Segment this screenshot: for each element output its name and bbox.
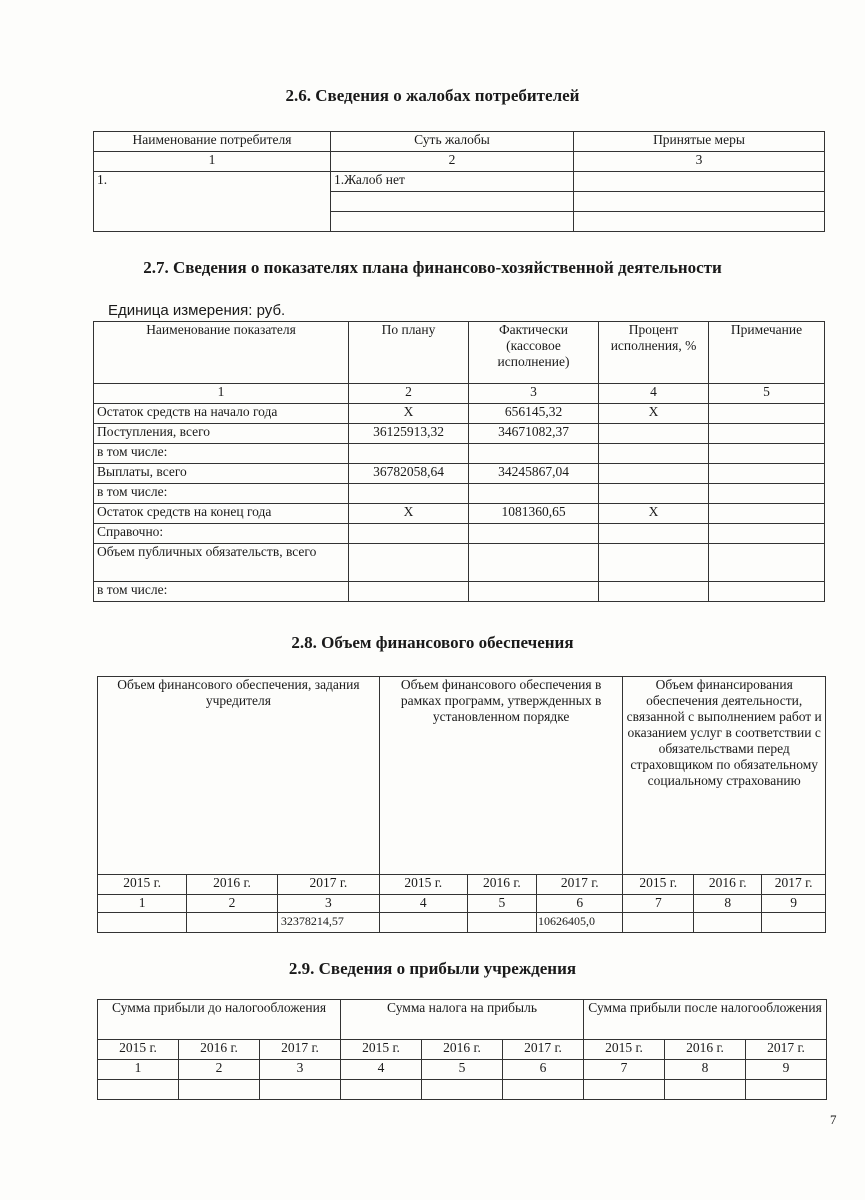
unit-label: Единица измерения: руб. <box>108 302 286 319</box>
financial-support-table <box>97 676 826 933</box>
plan-value <box>349 524 469 544</box>
header-note: Примечание <box>709 322 825 384</box>
indicator-name: Объем публичных обязательств, всего <box>94 544 349 582</box>
note-value <box>709 504 825 524</box>
plan-value: Х <box>349 504 469 524</box>
col-number: 3 <box>260 1060 341 1080</box>
col-number: 6 <box>537 895 623 913</box>
year-header: 2015 г. <box>98 875 187 895</box>
year-header: 2017 г. <box>277 875 379 895</box>
col-number: 4 <box>379 895 467 913</box>
table-row <box>94 424 825 444</box>
indicator-name: Поступления, всего <box>94 424 349 444</box>
value-cell <box>98 1080 179 1100</box>
plan-value: Х <box>349 404 469 424</box>
fact-value: 34245867,04 <box>469 464 599 484</box>
percent-value: Х <box>599 404 709 424</box>
col-number: 5 <box>467 895 536 913</box>
note-value <box>709 424 825 444</box>
value-cell <box>503 1080 584 1100</box>
value-cell <box>179 1080 260 1100</box>
value-cell <box>341 1080 422 1100</box>
col-number: 2 <box>187 895 278 913</box>
col-number: 7 <box>623 895 694 913</box>
col-number: 9 <box>746 1060 827 1080</box>
col-number: 4 <box>341 1060 422 1080</box>
consumer-cell: 1. <box>94 172 331 232</box>
indicator-name: Выплаты, всего <box>94 464 349 484</box>
year-header: 2015 г. <box>379 875 467 895</box>
col-number: 1 <box>98 1060 179 1080</box>
indicator-name: Остаток средств на конец года <box>94 504 349 524</box>
header-plan: По плану <box>349 322 469 384</box>
year-header: 2017 г. <box>762 875 826 895</box>
col-number: 3 <box>574 152 825 172</box>
percent-value: Х <box>599 504 709 524</box>
group-header-programs: Объем финансового обеспечения в рамках программ, утвержденных в установленном порядке <box>379 677 623 875</box>
note-value <box>709 444 825 464</box>
year-header: 2016 г. <box>694 875 762 895</box>
percent-value <box>599 582 709 602</box>
percent-value <box>599 484 709 504</box>
percent-value <box>599 464 709 484</box>
year-header: 2016 г. <box>179 1040 260 1060</box>
value-cell <box>762 913 826 933</box>
group-header-profit-before-tax: Сумма прибыли до налогообложения <box>98 1000 341 1040</box>
table-row <box>94 404 825 424</box>
col-number: 3 <box>469 384 599 404</box>
col-number: 8 <box>694 895 762 913</box>
table-row <box>94 582 825 602</box>
col-number: 2 <box>331 152 574 172</box>
percent-value <box>599 544 709 582</box>
note-value <box>709 484 825 504</box>
header-indicator-name: Наименование показателя <box>94 322 349 384</box>
percent-value <box>599 524 709 544</box>
financial-plan-table <box>93 321 825 602</box>
table-row <box>94 524 825 544</box>
value-cell <box>98 913 187 933</box>
group-header-social-insurance: Объем финансирования обеспечения деятельности, связанной с выполнением работ и оказанием услуг в соответствии с обязательствами перед страховщиком по обязательному социальному страхованию <box>623 677 826 875</box>
fact-value: 1081360,65 <box>469 504 599 524</box>
col-number: 3 <box>277 895 379 913</box>
year-header: 2015 г. <box>98 1040 179 1060</box>
year-header: 2017 г. <box>537 875 623 895</box>
header-fact: Фактически (кассовое исполнение) <box>469 322 599 384</box>
measure-cell <box>574 212 825 232</box>
note-value <box>709 582 825 602</box>
col-number: 1 <box>94 152 331 172</box>
value-cell <box>260 1080 341 1100</box>
col-number: 2 <box>349 384 469 404</box>
value-cell <box>623 913 694 933</box>
profit-table <box>97 999 827 1100</box>
table-row <box>94 484 825 504</box>
note-value <box>709 404 825 424</box>
year-header: 2016 г. <box>467 875 536 895</box>
complaint-cell <box>331 192 574 212</box>
plan-value: 36125913,32 <box>349 424 469 444</box>
year-header: 2017 г. <box>746 1040 827 1060</box>
value-cell: 32378214,57 <box>277 913 379 933</box>
consumer-complaints-table <box>93 131 825 232</box>
fact-value <box>469 484 599 504</box>
percent-value <box>599 444 709 464</box>
group-header-profit-after-tax: Сумма прибыли после налогообложения <box>584 1000 827 1040</box>
fact-value <box>469 544 599 582</box>
value-cell <box>467 913 536 933</box>
value-cell <box>379 913 467 933</box>
year-header: 2016 г. <box>665 1040 746 1060</box>
fact-value <box>469 444 599 464</box>
complaint-cell <box>331 212 574 232</box>
col-number: 5 <box>422 1060 503 1080</box>
section-2-9-title: 2.9. Сведения о прибыли учреждения <box>288 959 577 978</box>
col-number: 9 <box>762 895 826 913</box>
col-number: 1 <box>98 895 187 913</box>
page-number: 7 <box>830 1112 837 1127</box>
fact-value: 656145,32 <box>469 404 599 424</box>
table-row <box>98 1080 827 1100</box>
indicator-name: Справочно: <box>94 524 349 544</box>
indicator-name: в том числе: <box>94 444 349 464</box>
fact-value <box>469 582 599 602</box>
year-header: 2016 г. <box>422 1040 503 1060</box>
header-consumer-name: Наименование потребителя <box>94 132 331 152</box>
plan-value: 36782058,64 <box>349 464 469 484</box>
plan-value <box>349 544 469 582</box>
indicator-name: в том числе: <box>94 582 349 602</box>
note-value <box>709 464 825 484</box>
table-row <box>94 504 825 524</box>
group-header-profit-tax: Сумма налога на прибыль <box>341 1000 584 1040</box>
year-header: 2016 г. <box>187 875 278 895</box>
year-header: 2015 г. <box>341 1040 422 1060</box>
year-header: 2017 г. <box>503 1040 584 1060</box>
note-value <box>709 544 825 582</box>
header-percent: Процент исполнения, % <box>599 322 709 384</box>
value-cell <box>187 913 278 933</box>
indicator-name: в том числе: <box>94 484 349 504</box>
value-cell: 10626405,0 <box>537 913 623 933</box>
section-2-7-title: 2.7. Сведения о показателях плана финансово-хозяйственной деятельности <box>143 258 722 277</box>
col-number: 7 <box>584 1060 665 1080</box>
value-cell <box>422 1080 503 1100</box>
plan-value <box>349 444 469 464</box>
plan-value <box>349 582 469 602</box>
complaint-cell: 1.Жалоб нет <box>331 172 574 192</box>
table-row <box>94 544 825 582</box>
col-number: 2 <box>179 1060 260 1080</box>
indicator-name: Остаток средств на начало года <box>94 404 349 424</box>
col-number: 5 <box>709 384 825 404</box>
year-header: 2017 г. <box>260 1040 341 1060</box>
col-number: 8 <box>665 1060 746 1080</box>
year-header: 2015 г. <box>623 875 694 895</box>
fact-value <box>469 524 599 544</box>
table-row <box>98 913 826 933</box>
value-cell <box>584 1080 665 1100</box>
value-cell <box>665 1080 746 1100</box>
note-value <box>709 524 825 544</box>
col-number: 6 <box>503 1060 584 1080</box>
group-header-founder-task: Объем финансового обеспечения, задания учредителя <box>98 677 380 875</box>
table-row <box>94 464 825 484</box>
col-number: 1 <box>94 384 349 404</box>
fact-value: 34671082,37 <box>469 424 599 444</box>
col-number: 4 <box>599 384 709 404</box>
plan-value <box>349 484 469 504</box>
measure-cell <box>574 192 825 212</box>
table-row <box>94 444 825 464</box>
section-2-8-title: 2.8. Объем финансового обеспечения <box>291 633 574 652</box>
value-cell <box>694 913 762 933</box>
year-header: 2015 г. <box>584 1040 665 1060</box>
header-measures-taken: Принятые меры <box>574 132 825 152</box>
header-complaint-essence: Суть жалобы <box>331 132 574 152</box>
section-2-6-title: 2.6. Сведения о жалобах потребителей <box>285 86 580 105</box>
percent-value <box>599 424 709 444</box>
measure-cell <box>574 172 825 192</box>
value-cell <box>746 1080 827 1100</box>
